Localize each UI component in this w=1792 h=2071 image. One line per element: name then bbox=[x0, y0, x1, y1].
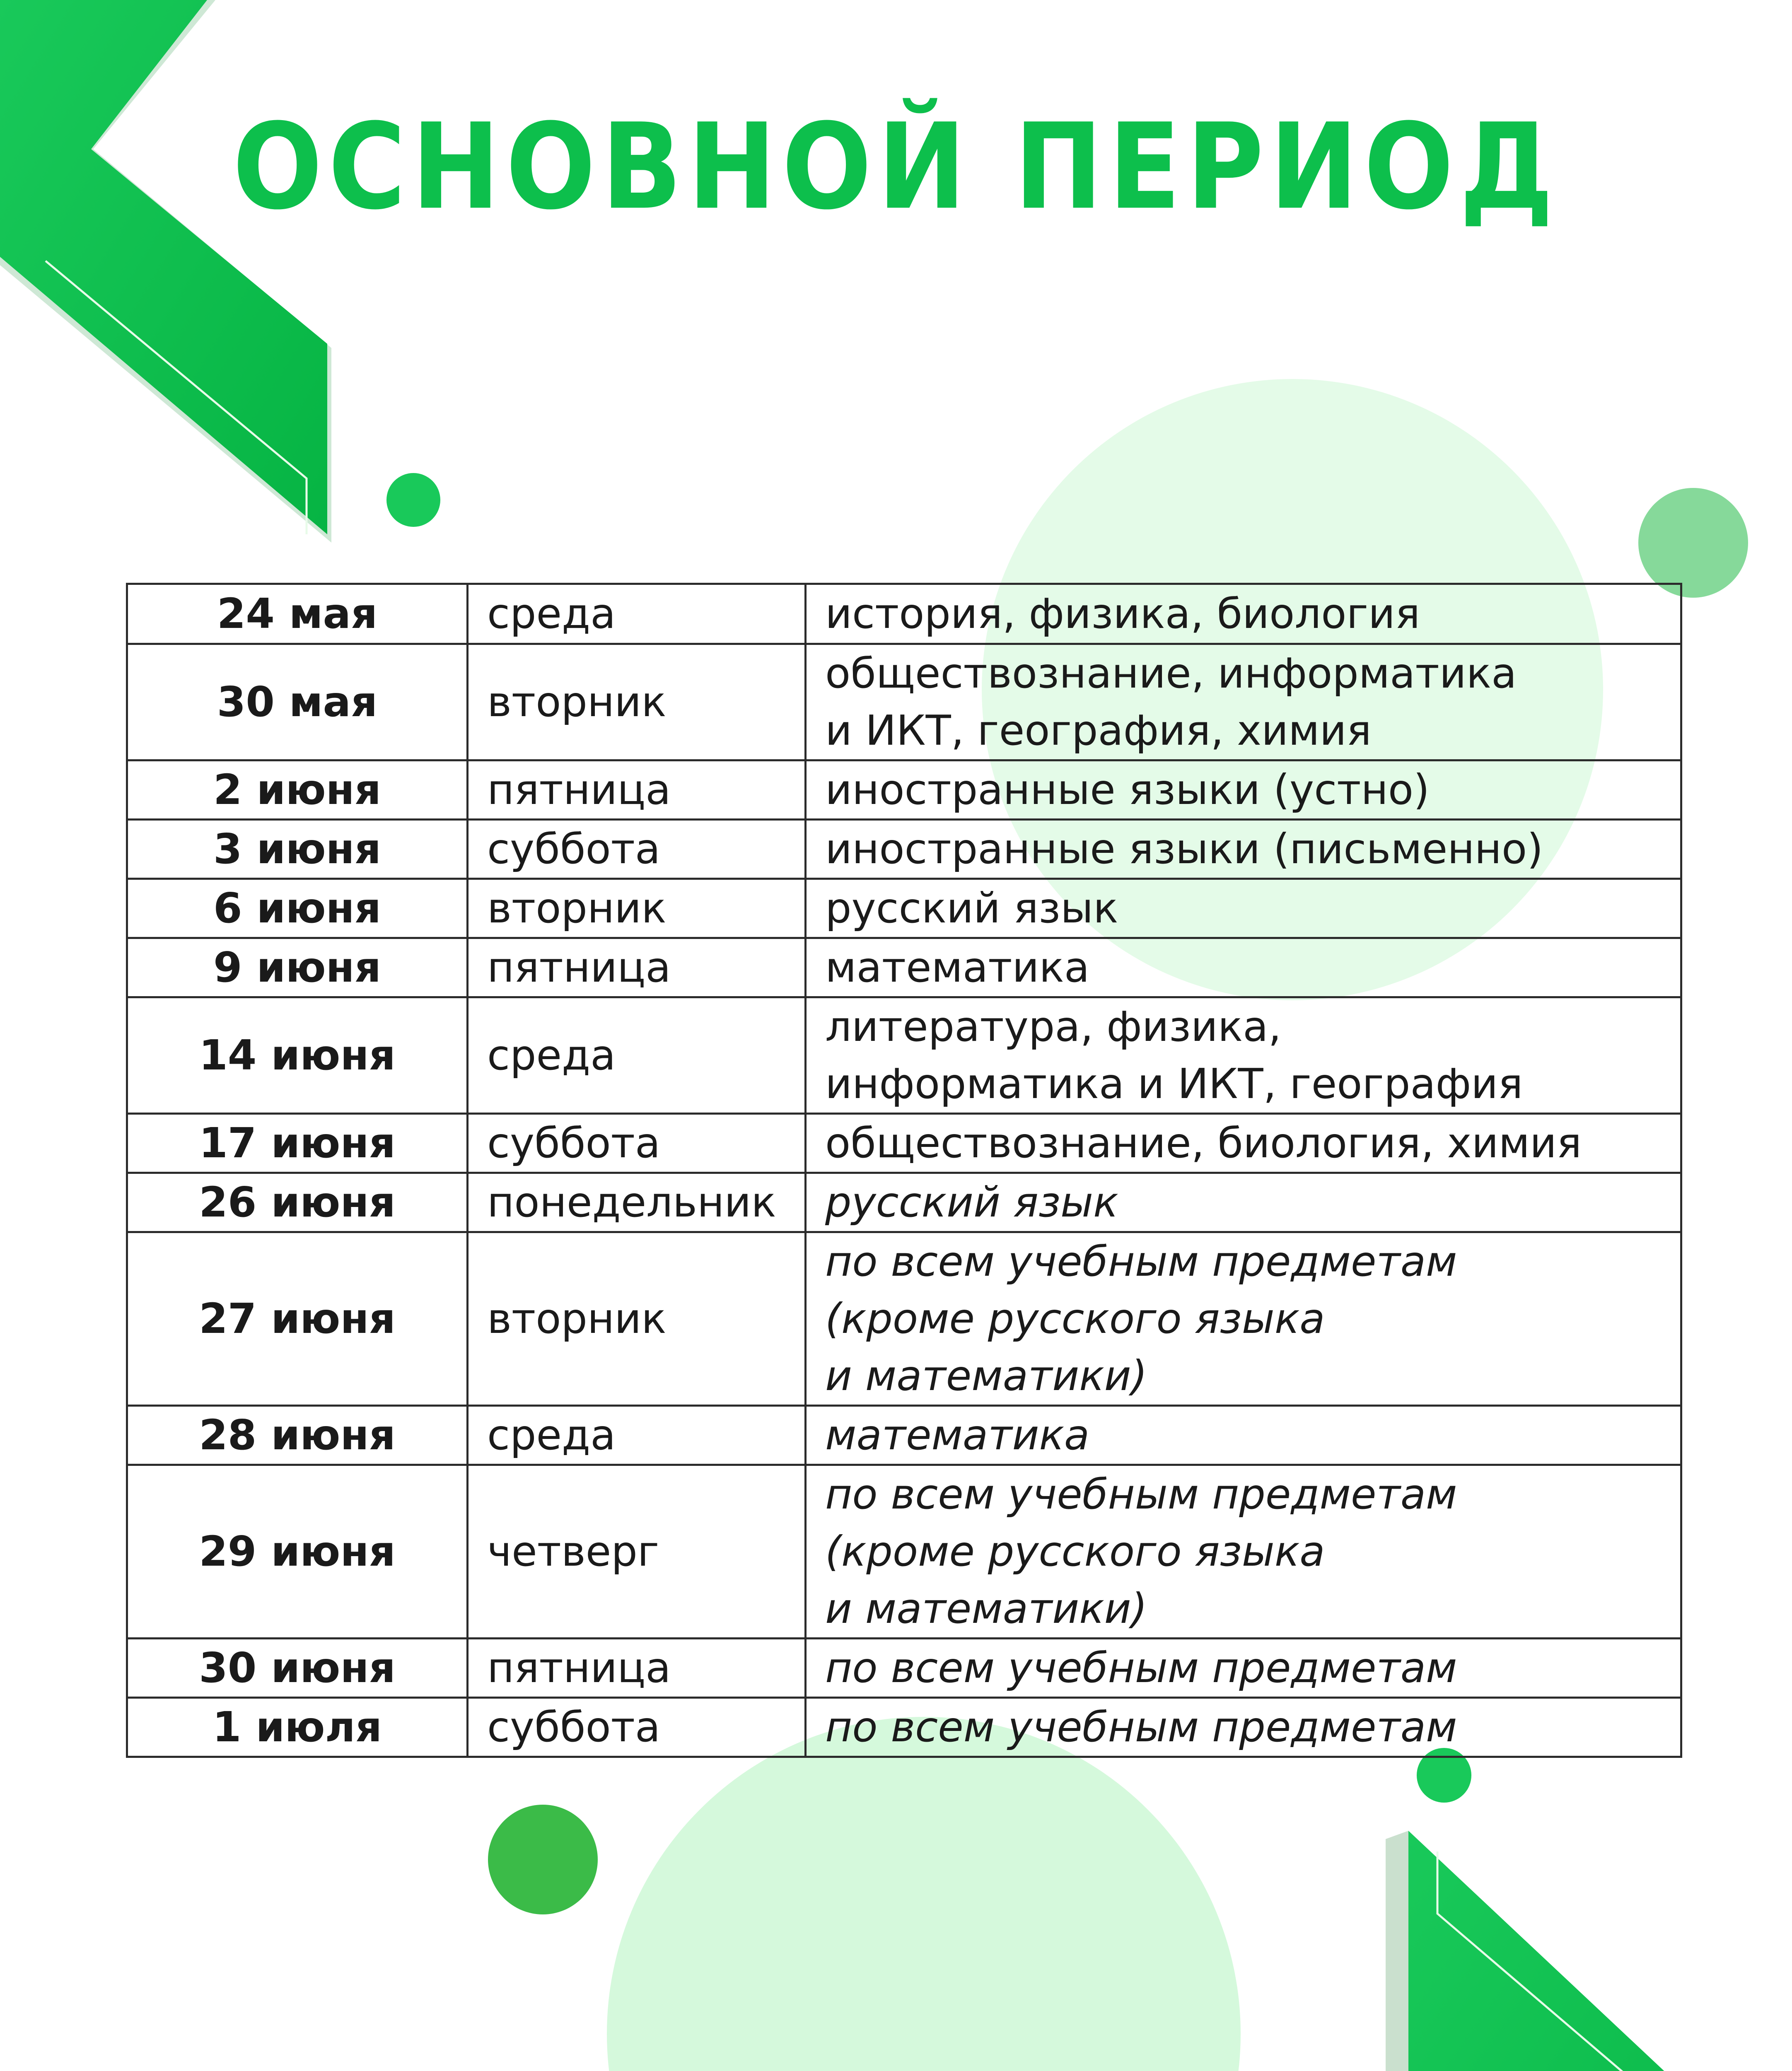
subject-cell: русский язык bbox=[806, 879, 1681, 938]
table-row bbox=[127, 879, 1681, 938]
date-cell: 24 мая bbox=[127, 584, 468, 644]
table-row bbox=[127, 1698, 1681, 1757]
weekday-cell: среда bbox=[468, 1406, 806, 1465]
weekday-cell: вторник bbox=[468, 644, 806, 760]
date-cell: 30 июня bbox=[127, 1639, 468, 1698]
weekday-cell: четверг bbox=[468, 1465, 806, 1639]
table-row bbox=[127, 1465, 1681, 1639]
subject-cell: математика bbox=[806, 1406, 1681, 1465]
subject-cell: по всем учебным предметам (кроме русского языка и математики) bbox=[806, 1232, 1681, 1406]
date-cell: 1 июля bbox=[127, 1698, 468, 1757]
table-row bbox=[127, 1639, 1681, 1698]
weekday-cell: пятница bbox=[468, 760, 806, 820]
subject-cell: по всем учебным предметам (кроме русского языка и математики) bbox=[806, 1465, 1681, 1639]
table-row bbox=[127, 1114, 1681, 1173]
date-cell: 30 мая bbox=[127, 644, 468, 760]
subject-cell: по всем учебным предметам bbox=[806, 1639, 1681, 1698]
subject-cell: иностранные языки (устно) bbox=[806, 760, 1681, 820]
date-cell: 28 июня bbox=[127, 1406, 468, 1465]
weekday-cell: понедельник bbox=[468, 1173, 806, 1232]
subject-cell: математика bbox=[806, 938, 1681, 997]
exam-schedule-table bbox=[126, 583, 1682, 1758]
weekday-cell: пятница bbox=[468, 938, 806, 997]
subject-cell: литература, физика, информатика и ИКТ, география bbox=[806, 997, 1681, 1114]
table-row bbox=[127, 760, 1681, 820]
table-row bbox=[127, 820, 1681, 879]
weekday-cell: среда bbox=[468, 584, 806, 644]
date-cell: 6 июня bbox=[127, 879, 468, 938]
date-cell: 26 июня bbox=[127, 1173, 468, 1232]
subject-cell: по всем учебным предметам bbox=[806, 1698, 1681, 1757]
weekday-cell: суббота bbox=[468, 1114, 806, 1173]
weekday-cell: пятница bbox=[468, 1639, 806, 1698]
weekday-cell: вторник bbox=[468, 1232, 806, 1406]
table-row bbox=[127, 1173, 1681, 1232]
weekday-cell: вторник bbox=[468, 879, 806, 938]
bottom-right-green-band bbox=[1408, 1831, 1792, 2071]
date-cell: 27 июня bbox=[127, 1232, 468, 1406]
date-cell: 9 июня bbox=[127, 938, 468, 997]
table-row bbox=[127, 584, 1681, 644]
subject-cell: русский язык bbox=[806, 1173, 1681, 1232]
weekday-cell: суббота bbox=[468, 1698, 806, 1757]
subject-cell: иностранные языки (письменно) bbox=[806, 820, 1681, 879]
subject-cell: обществознание, биология, химия bbox=[806, 1114, 1681, 1173]
date-cell: 14 июня bbox=[127, 997, 468, 1114]
subject-cell: история, физика, биология bbox=[806, 584, 1681, 644]
table-row bbox=[127, 1232, 1681, 1406]
table-row bbox=[127, 997, 1681, 1114]
table-row bbox=[127, 1406, 1681, 1465]
subject-cell: обществознание, информатика и ИКТ, география, химия bbox=[806, 644, 1681, 760]
medium-green-dot-top-right bbox=[1638, 488, 1748, 598]
table-row bbox=[127, 938, 1681, 997]
date-cell: 2 июня bbox=[127, 760, 468, 820]
page-title: ОСНОВНОЙ ПЕРИОД bbox=[232, 98, 1560, 236]
date-cell: 29 июня bbox=[127, 1465, 468, 1639]
weekday-cell: среда bbox=[468, 997, 806, 1114]
table-row bbox=[127, 644, 1681, 760]
medium-green-dot-bottom-left bbox=[488, 1805, 598, 1914]
date-cell: 3 июня bbox=[127, 820, 468, 879]
small-green-dot-top-left bbox=[386, 473, 440, 527]
date-cell: 17 июня bbox=[127, 1114, 468, 1173]
weekday-cell: суббота bbox=[468, 820, 806, 879]
